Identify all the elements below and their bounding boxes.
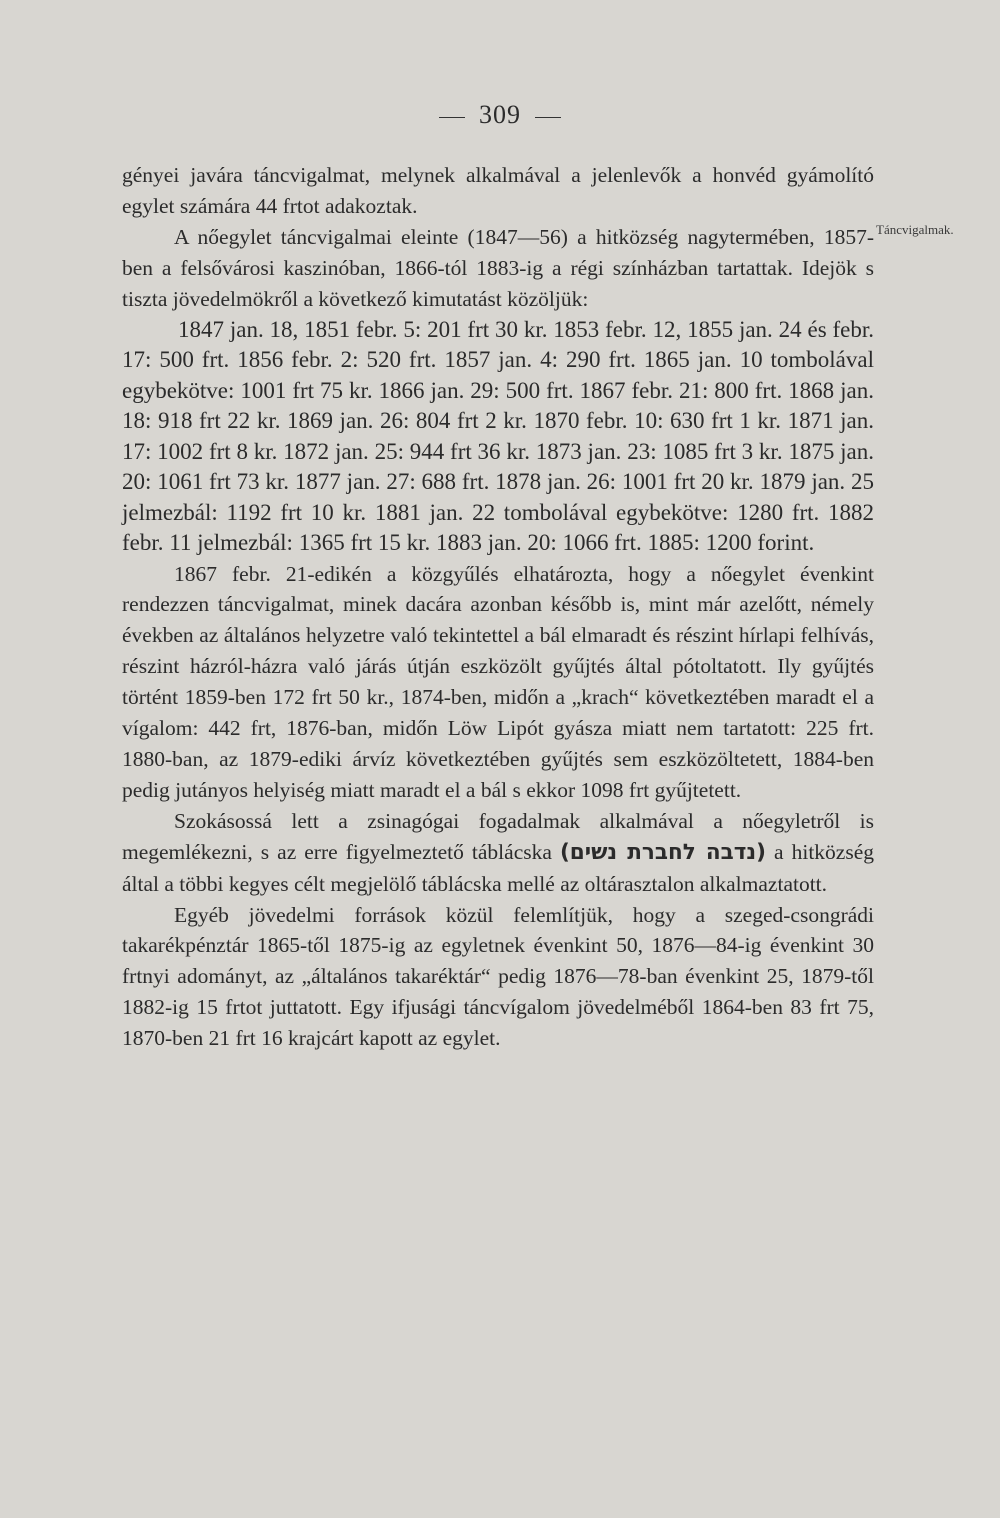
paragraph-income-list: 1847 jan. 18, 1851 febr. 5: 201 frt 30 kr. 1853 febr. 12, 1855 jan. 24 és febr. 17: 500 frt. 1856 febr. 2: 520 frt. 1857 jan. 4: 290 frt. 1865 jan. 10 tombolával egybekötve: 1001 frt 75 kr. 1866 jan. 29: 500 frt. 1867 febr. 21: 800 frt. 1868 jan. 18: 918 frt 22 kr. 1869 jan. 26: 804 frt 2 kr. 1870 febr. 10: 630 frt 1 kr. 1871 jan. 17: 1002 frt 8 kr. 1872 jan. 25: 944 frt 36 kr. 1873 jan. 23: 1085 frt 3 kr. 1875 jan. 20: 1061 frt 73 kr. 1877 jan. 27: 688 frt. 1878 jan. 26: 1001 frt 20 kr. 1879 jan. 25 jelmezbál: 1192 frt 10 kr. 1881 jan. 22 tombolával egybekötve: 1280 frt. 1882 febr. 11 jelmezbál: 1365 frt 15 kr. 1883 jan. 20: 1066 frt. 1885: 1200 forint. [122, 316, 874, 556]
page-number: 309 [479, 100, 521, 129]
paragraph-4-part-b: a hitközség által a többi kegyes célt megjelölő táblácska mellé az oltárasztalon alkalmaztatott. [122, 839, 874, 896]
header-dash-left [439, 117, 465, 118]
paragraph-1: gényei javára táncvigalmat, melynek alkalmával a jelenlevők a honvéd gyámolító egylet számára 44 frtot adakoztak. [122, 163, 874, 218]
header-dash-right [535, 117, 561, 118]
hebrew-inscription: (נדבה לחברת נשים) [559, 839, 766, 865]
paragraph-3: 1867 febr. 21-edikén a közgyűlés elhatározta, hogy a nőegylet évenkint rendezzen táncvigalmat, minek dacára azonban később is, mint már azelőtt, némely években az általános helyzetre való tekintettel a bál elmaradt és részint hírlapi felhívás, részint házról-házra való járás útján eszközölt gyűjtés által pótoltatott. Ily gyűjtés történt 1859-ben 172 frt 50 kr., 1874-ben, midőn a „krach“ következtében maradt el a vígalom: 442 frt, 1876-ban, midőn Löw Lipót gyásza miatt nem tartatott: 225 frt. 1880-ban, az 1879-ediki árvíz következtében gyűjtés sem eszközöltetett, 1884-ben pedig jutányos helyiség miatt maradt el a bál s ekkor 1098 frt gyűjtetett. [122, 561, 874, 802]
paragraph-5: Egyéb jövedelmi források közül felemlítjük, hogy a szeged-csongrádi takarékpénztár 1865-től 1875-ig az egyletnek évenkint 50, 1876—84-ig évenkint 30 frtnyi adományt, az „általános takaréktár“ pedig 1876—78-ban évenkint 25, 1879-től 1882-ig 15 frtot juttatott. Egy ifjusági táncvígalom jövedelméből 1864-ben 83 frt 75, 1870-ben 21 frt 16 krajcárt kapott az egylet. [122, 902, 874, 1051]
margin-note: Táncvigalmak. [876, 222, 954, 237]
body-text [122, 160, 874, 1054]
paragraph-4-part-a: Szokásossá lett a zsinagógai fogadalmak alkalmával a nőegyletről is megemlékezni, s az erre figyelmeztető táblácska [122, 808, 874, 864]
paragraph-2: A nőegylet táncvigalmai eleinte (1847—56) a hitközség nagytermében, 1857-ben a felsővárosi kaszinóban, 1866-tól 1883-ig a régi színházban tartattak. Idejök s tiszta jövedelmökről a következő kimutatást közöljük: [122, 224, 874, 311]
page-header [0, 100, 1000, 130]
paragraph-4 [122, 806, 874, 900]
